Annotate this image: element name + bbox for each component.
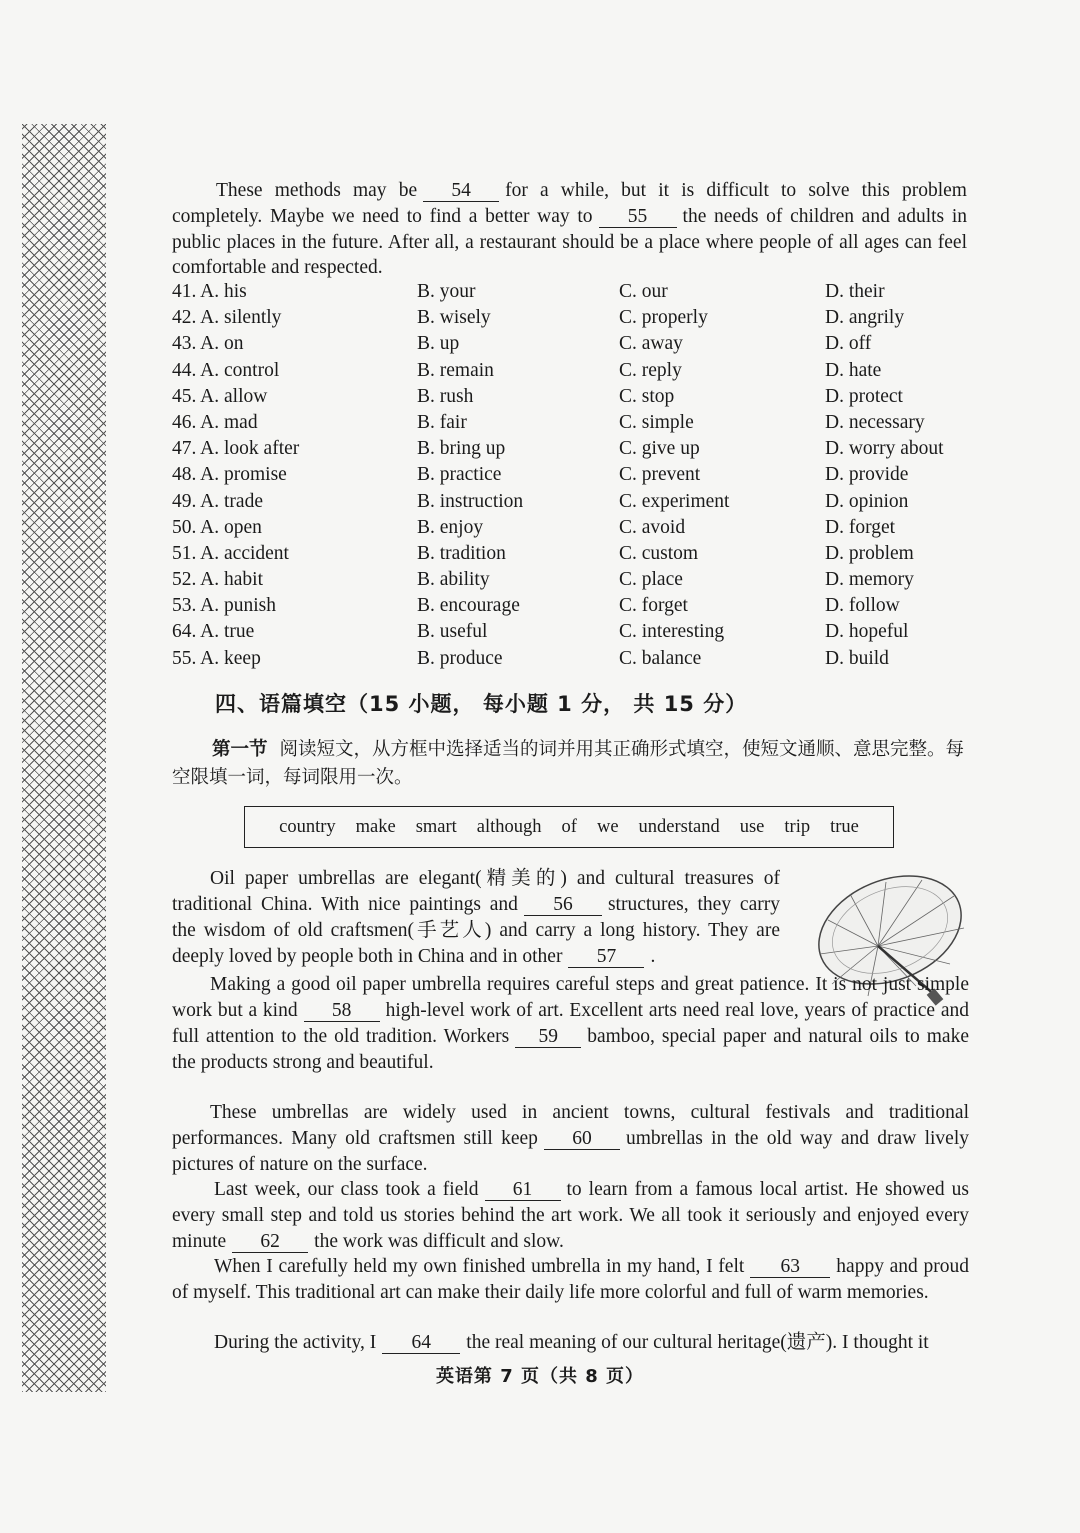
- blank-57[interactable]: 57: [568, 947, 644, 968]
- option-row: [172, 543, 972, 569]
- option-b[interactable]: B. instruction: [417, 490, 524, 512]
- option-c[interactable]: C. experiment: [619, 490, 730, 512]
- option-b[interactable]: B. enjoy: [417, 516, 484, 538]
- p1-text-c: .: [650, 946, 656, 967]
- word-box-item: country: [279, 816, 336, 837]
- option-a[interactable]: 52. A. habit: [172, 569, 263, 591]
- option-d[interactable]: D. opinion: [825, 490, 909, 512]
- option-c[interactable]: C. interesting: [619, 621, 725, 643]
- option-d[interactable]: D. protect: [825, 385, 903, 407]
- option-a[interactable]: 53. A. punish: [172, 595, 277, 617]
- intro-text-1: These methods may be: [216, 180, 418, 201]
- p6-text-a: During the activity, I: [214, 1332, 377, 1353]
- option-b[interactable]: B. produce: [417, 647, 503, 669]
- option-c[interactable]: C. our: [619, 281, 668, 302]
- option-d[interactable]: D. problem: [825, 542, 914, 564]
- p2-text-a: Making a good oil paper umbrella requires careful steps and great patience. It is not just simple work but a kind: [172, 974, 969, 1021]
- blank-60[interactable]: 60: [544, 1129, 620, 1150]
- option-b[interactable]: B. useful: [417, 621, 488, 643]
- option-c[interactable]: C. give up: [619, 438, 700, 460]
- p4-text-a: Last week, our class took a field: [214, 1179, 479, 1200]
- word-box-item: understand: [638, 816, 720, 837]
- option-c[interactable]: C. reply: [619, 359, 682, 381]
- option-d[interactable]: D. their: [825, 281, 885, 302]
- option-b[interactable]: B. tradition: [417, 542, 506, 564]
- option-row: [172, 281, 972, 307]
- option-c[interactable]: C. custom: [619, 542, 699, 564]
- p4-text-b: to learn from a famous local artist. He showed us every small step and told us stories behind the art work. We all took it seriously and enjoyed every minute: [172, 1179, 969, 1252]
- option-row: [172, 386, 972, 412]
- option-d[interactable]: D. hopeful: [825, 621, 909, 643]
- blank-59[interactable]: 59: [515, 1027, 581, 1048]
- p2-text-b: high-level work of art. Excellent arts need real love, years of practice and full attention to the old tradition. Workers: [172, 1000, 969, 1047]
- part-1-instruction-block: [172, 736, 972, 792]
- passage-paragraph-3: [172, 1100, 969, 1178]
- part-1-label: 第一节: [212, 739, 268, 760]
- p1-text-b: structures, they carry the wisdom of old craftsmen(手艺人) and carry a long history. They are deeply loved by people both in China and in other: [172, 894, 780, 967]
- passage-paragraph-4: [172, 1177, 969, 1255]
- blank-54[interactable]: 54: [423, 181, 499, 202]
- option-a[interactable]: 41. A. his: [172, 281, 247, 302]
- option-b[interactable]: B. up: [417, 333, 460, 355]
- option-b[interactable]: B. encourage: [417, 595, 520, 617]
- option-c[interactable]: C. prevent: [619, 464, 701, 486]
- word-box-item: smart: [415, 816, 457, 837]
- option-row: [172, 333, 972, 359]
- option-a[interactable]: 48. A. promise: [172, 464, 287, 486]
- option-row: [172, 438, 972, 464]
- option-row: [172, 412, 972, 438]
- option-a[interactable]: 43. A. on: [172, 333, 244, 355]
- option-b[interactable]: B. practice: [417, 464, 502, 486]
- option-d[interactable]: D. follow: [825, 595, 900, 617]
- binding-margin-pattern: [22, 124, 106, 1392]
- option-b[interactable]: B. your: [417, 281, 476, 302]
- option-row: [172, 517, 972, 543]
- option-b[interactable]: B. bring up: [417, 438, 506, 460]
- option-b[interactable]: B. wisely: [417, 307, 491, 329]
- option-row: [172, 491, 972, 517]
- intro-paragraph: [172, 178, 967, 281]
- word-box-item: although: [476, 816, 542, 837]
- p2-text-c: bamboo, special paper and natural oils to make the products strong and beautiful.: [172, 1026, 969, 1073]
- blank-56[interactable]: 56: [524, 895, 602, 916]
- word-box-item: trip: [784, 816, 811, 837]
- option-c[interactable]: C. avoid: [619, 516, 686, 538]
- option-b[interactable]: B. rush: [417, 385, 474, 407]
- option-d[interactable]: D. worry about: [825, 438, 944, 460]
- passage-paragraph-5: [172, 1254, 969, 1306]
- p5-text-b: happy and proud of myself. This traditional art can make their daily life more colorful and full of warm memories.: [172, 1256, 970, 1303]
- blank-63[interactable]: 63: [750, 1257, 830, 1278]
- option-a[interactable]: 50. A. open: [172, 516, 262, 538]
- option-d[interactable]: D. hate: [825, 359, 882, 381]
- option-d[interactable]: D. memory: [825, 569, 914, 591]
- option-a[interactable]: 49. A. trade: [172, 490, 263, 512]
- word-box: [244, 806, 894, 848]
- word-box-item: use: [739, 816, 765, 837]
- blank-61[interactable]: 61: [485, 1180, 561, 1201]
- option-d[interactable]: D. angrily: [825, 307, 905, 329]
- option-row: [172, 648, 972, 674]
- option-d[interactable]: D. necessary: [825, 411, 925, 433]
- option-b[interactable]: B. ability: [417, 569, 490, 591]
- p3-text-a: These umbrellas are widely used in ancient towns, cultural festivals and traditional performances. Many old craftsmen still keep: [172, 1102, 969, 1149]
- option-row: [172, 595, 972, 621]
- option-d[interactable]: D. forget: [825, 516, 896, 538]
- option-a[interactable]: 51. A. accident: [172, 542, 289, 564]
- option-b[interactable]: B. fair: [417, 411, 467, 433]
- intro-text-2: for a while, but it is difficult to solve this problem completely. Maybe we need to find a better way to: [172, 180, 967, 227]
- option-a[interactable]: 45. A. allow: [172, 385, 268, 407]
- page-footer: 英语第 7 页（共 8 页）: [435, 1366, 645, 1387]
- option-a[interactable]: 47. A. look after: [172, 438, 300, 460]
- option-a[interactable]: 46. A. mad: [172, 411, 258, 433]
- option-row: [172, 569, 972, 595]
- part-1-instruction: 阅读短文，从方框中选择适当的词并用其正确形式填空，使短文通顺、意思完整。每空限填一词，每词限用一次。: [172, 739, 965, 788]
- option-d[interactable]: D. build: [825, 647, 889, 669]
- blank-55[interactable]: 55: [599, 207, 677, 228]
- option-row: [172, 464, 972, 490]
- passage-paragraph-2: [172, 972, 969, 1076]
- option-a[interactable]: 55. A. keep: [172, 647, 261, 669]
- option-d[interactable]: D. provide: [825, 464, 909, 486]
- option-row: [172, 307, 972, 333]
- option-a[interactable]: 42. A. silently: [172, 307, 282, 329]
- blank-58[interactable]: 58: [304, 1001, 380, 1022]
- word-box-item: make: [355, 816, 396, 837]
- p6-text-b: the real meaning of our cultural heritage(遗产). I thought it: [466, 1332, 929, 1353]
- blank-64[interactable]: 64: [382, 1333, 460, 1354]
- word-box-item: we: [596, 816, 619, 837]
- section-4-title: 四、语篇填空（15 小题， 每小题 1 分， 共 15 分）: [215, 692, 748, 716]
- option-row: [172, 621, 972, 647]
- word-box-item: true: [830, 816, 859, 837]
- option-a[interactable]: 44. A. control: [172, 359, 280, 381]
- option-c[interactable]: C. forget: [619, 595, 688, 617]
- p1-text-a: Oil paper umbrellas are elegant(精美的) and cultural treasures of traditional China. With nice paintings and: [172, 868, 780, 915]
- option-c[interactable]: C. stop: [619, 385, 675, 407]
- option-row: [172, 360, 972, 386]
- p4-text-c: the work was difficult and slow.: [314, 1231, 564, 1252]
- option-c[interactable]: C. away: [619, 333, 683, 355]
- options-list: [172, 281, 972, 674]
- passage-paragraph-6: [172, 1330, 969, 1356]
- option-c[interactable]: C. simple: [619, 411, 694, 433]
- passage-paragraph-1: [172, 866, 780, 970]
- intro-text-3: the needs of children and adults in public places in the future. After all, a restaurant should be a place where people of all ages can feel comfortable and respected.: [172, 205, 967, 279]
- option-a[interactable]: 64. A. true: [172, 621, 255, 643]
- option-c[interactable]: C. place: [619, 569, 683, 591]
- option-c[interactable]: C. balance: [619, 647, 702, 669]
- option-b[interactable]: B. remain: [417, 359, 494, 381]
- blank-62[interactable]: 62: [232, 1232, 308, 1253]
- word-box-item: of: [561, 816, 577, 837]
- p5-text-a: When I carefully held my own finished umbrella in my hand, I felt: [214, 1256, 745, 1277]
- p3-text-b: umbrellas in the old way and draw lively pictures of nature on the surface.: [172, 1128, 969, 1175]
- option-c[interactable]: C. properly: [619, 307, 708, 329]
- option-d[interactable]: D. off: [825, 333, 872, 355]
